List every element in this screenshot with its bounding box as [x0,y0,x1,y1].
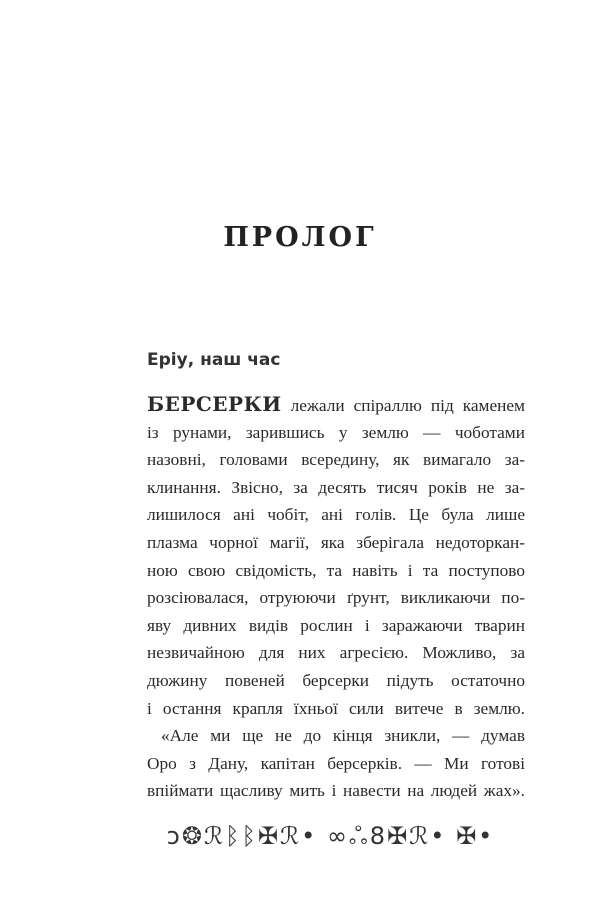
text-line: розсіювалася, отруюючи ґрунт, викликаючи по- [147,588,525,608]
text-line: незвичайною для них агресією. Можливо, за [147,643,525,663]
text-line: впіймати щасливу мить і навести на людей жах». [147,781,525,801]
chapter-subtitle: Еріу, наш час [147,350,281,370]
text-line-rest: лежали спіраллю під каменем [290,396,525,415]
text-line: плазма чорної магії, яка зберігала недоторкан- [147,532,525,552]
text-line [147,391,525,419]
text-line: назовні, головами всередину, як вимагало за- [147,450,525,470]
rune-ornament: ↄ❂ℛᛒᛒ✠ℛ• ∞ஃ8✠ℛ• ✠• [166,822,495,850]
text-line: клинання. Звісно, за десять тисяч років не за- [147,477,525,497]
text-line: ною свою свідомість, та навіть і та поступово [147,560,525,580]
chapter-title: ПРОЛОГ [223,222,377,253]
text-line: яву дивних видів рослин і заражаючи тварин [147,615,525,635]
text-line: лишилося ані чобіт, ані голів. Це була лише [147,505,525,525]
text-line: Оро з Дану, капітан берсерків. — Ми готові [147,753,525,773]
body-text [147,391,525,805]
lead-word: БЕРСЕРКИ [147,392,282,416]
text-line: дюжину повеней берсерки підуть остаточно [147,670,525,690]
text-line: і остання крапля їхньої сили витече в землю. [147,698,525,718]
text-line: із рунами, зарившись у землю — чоботами [147,422,525,442]
text-line: «Але ми ще не до кінця зникли, — думав [161,726,525,746]
